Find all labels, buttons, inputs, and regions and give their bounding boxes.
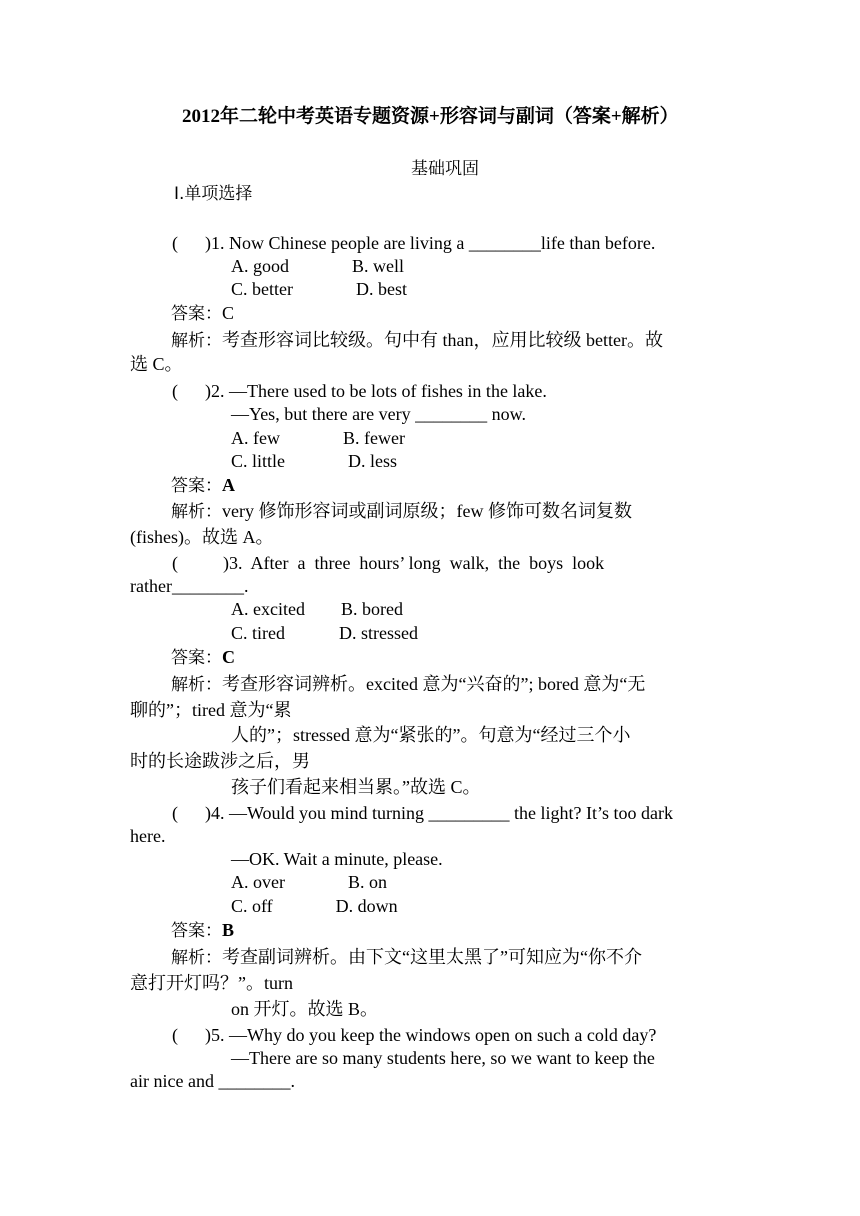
question-3-analysis-line4: 时的长途跋涉之后，男 — [130, 751, 310, 771]
question-3-analysis-line2: 聊的”；tired 意为“累 — [130, 700, 292, 720]
question-3-options-a-b: A. excited B. bored — [231, 599, 403, 619]
question-2-answer: 答案：A — [171, 475, 235, 496]
question-3-answer: 答案：C — [171, 647, 235, 668]
question-2-analysis: 解析：very 修饰形容词或副词原级；few 修饰可数名词复数 — [171, 501, 632, 522]
question-1-stem: ( )1. Now Chinese people are living a ________life than before. — [172, 233, 656, 253]
question-4-stem-line3: —OK. Wait a minute, please. — [231, 849, 443, 869]
question-3-stem: ( )3. After a three hours’ long walk, the boys look — [172, 553, 605, 573]
question-4-analysis-line3: on 开灯。故选 B。 — [231, 999, 379, 1019]
question-1-answer — [171, 302, 234, 325]
question-4-stem: ( )4. —Would you mind turning _________ the light? It’s too dark — [172, 803, 674, 823]
section-heading: Ⅰ.单项选择 — [174, 184, 253, 204]
subtitle: 基础巩固 — [411, 159, 479, 179]
question-2-analysis-cont: (fishes)。故选 A。 — [130, 527, 274, 547]
question-3-analysis-line5: 孩子们看起来相当累。”故选 C。 — [231, 777, 481, 797]
question-4-analysis: 解析：考查副词辨析。由下文“这里太黑了”可知应为“你不介 — [171, 947, 642, 968]
question-1-analysis: 解析：考查形容词比较级。句中有 than，应用比较级 better。故 — [171, 330, 663, 351]
question-2-stem: ( )2. —There used to be lots of fishes in the lake. — [172, 381, 547, 401]
question-2-options-a-b: A. few B. fewer — [231, 428, 405, 448]
question-2-options-c-d: C. little D. less — [231, 451, 397, 471]
question-3-analysis: 解析：考查形容词辨析。excited 意为“兴奋的”; bored 意为“无 — [171, 674, 646, 695]
question-4-options-a-b: A. over B. on — [231, 872, 387, 892]
answer-label: 答案： — [171, 304, 222, 324]
question-5-stem-line3: air nice and ________. — [130, 1071, 295, 1091]
question-1-options-a-b: A. good B. well — [231, 256, 404, 276]
answer-value: C — [222, 303, 235, 323]
question-5-stem-line2: —There are so many students here, so we want to keep the — [231, 1048, 655, 1068]
page-title: 2012年二轮中考英语专题资源+形容词与副词（答案+解析） — [182, 106, 679, 127]
question-2-stem-line2: —Yes, but there are very ________ now. — [231, 404, 526, 424]
question-4-analysis-line2: 意打开灯吗？”。turn — [130, 973, 293, 993]
question-3-options-c-d: C. tired D. stressed — [231, 623, 418, 643]
question-4-options-c-d: C. off D. down — [231, 896, 398, 916]
question-3-stem-line2: rather________. — [130, 576, 249, 596]
question-5-stem: ( )5. —Why do you keep the windows open on such a cold day? — [172, 1025, 657, 1045]
question-1-analysis-cont: 选 C。 — [130, 354, 183, 374]
question-1-options-c-d: C. better D. best — [231, 279, 407, 299]
analysis-label: 解析： — [171, 331, 222, 351]
question-4-answer: 答案：B — [171, 920, 235, 941]
question-4-stem-line2: here. — [130, 826, 166, 846]
question-3-analysis-line3: 人的”；stressed 意为“紧张的”。句意为“经过三个小 — [231, 725, 631, 745]
